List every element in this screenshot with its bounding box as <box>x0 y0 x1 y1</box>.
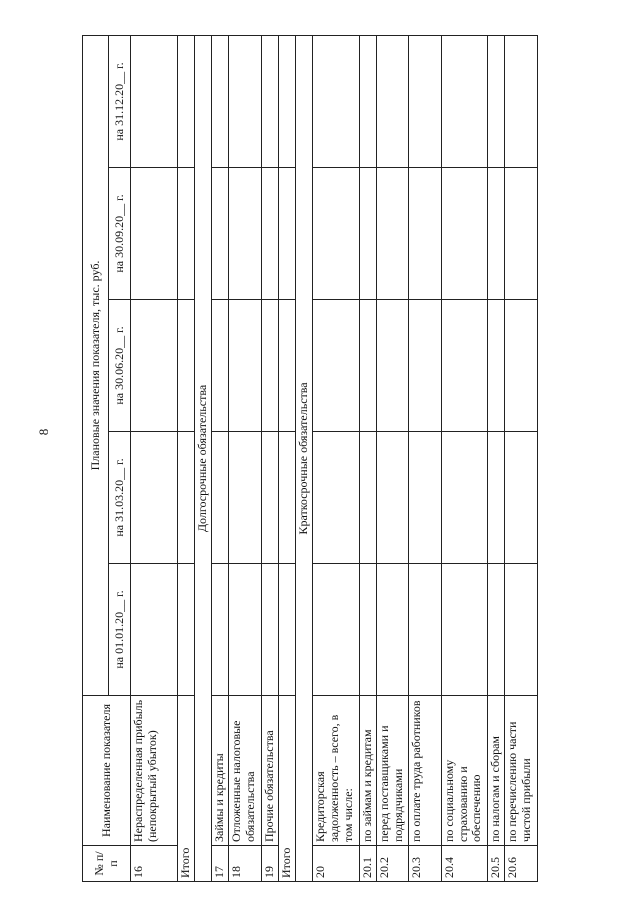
row-cell <box>131 35 178 167</box>
header-date-5: на 31.12.20__ г. <box>109 35 131 167</box>
row-cell <box>278 168 295 300</box>
row-cell <box>409 300 441 432</box>
row-cell <box>177 432 194 564</box>
row-cell <box>376 168 408 300</box>
section-title: Долгосрочные обязательства <box>194 35 211 881</box>
row-cell <box>131 300 178 432</box>
row-no: 19 <box>261 846 278 882</box>
row-cell <box>211 168 228 300</box>
row-cell <box>177 564 194 696</box>
header-date-1: на 01.01.20__ г. <box>109 564 131 696</box>
table-row <box>441 35 488 881</box>
section-title: Краткосрочные обязательства <box>295 35 312 881</box>
row-name: Займы и кредиты <box>211 696 228 846</box>
row-cell <box>229 35 261 167</box>
row-no: 20 <box>313 846 360 882</box>
total-label: Итого <box>278 696 295 882</box>
row-cell <box>278 432 295 564</box>
row-cell <box>505 564 538 696</box>
row-cell <box>177 300 194 432</box>
row-cell <box>211 432 228 564</box>
table-row <box>229 35 261 881</box>
table-row <box>409 35 441 881</box>
row-cell <box>211 564 228 696</box>
row-cell <box>313 35 360 167</box>
row-cell <box>359 168 376 300</box>
row-name: перед поставщиками и подрядчиками <box>376 696 408 846</box>
row-cell <box>131 564 178 696</box>
row-cell <box>441 168 488 300</box>
row-cell <box>409 432 441 564</box>
table-row <box>313 35 360 881</box>
row-cell <box>376 432 408 564</box>
row-name: Отложенные налоговые обязательства <box>229 696 261 846</box>
row-no: 16 <box>131 846 178 882</box>
row-cell <box>409 35 441 167</box>
row-cell <box>441 300 488 432</box>
row-cell <box>261 432 278 564</box>
row-no: 20.4 <box>441 846 488 882</box>
row-cell <box>278 300 295 432</box>
row-name: Кредиторская задолженность – всего, в том числе: <box>313 696 360 846</box>
row-cell <box>505 432 538 564</box>
row-cell <box>505 300 538 432</box>
row-name: по оплате труда работников <box>409 696 441 846</box>
row-cell <box>177 168 194 300</box>
row-cell <box>409 564 441 696</box>
row-cell <box>488 300 505 432</box>
row-cell <box>261 35 278 167</box>
row-cell <box>313 300 360 432</box>
row-cell <box>376 564 408 696</box>
row-name: Прочие обязательства <box>261 696 278 846</box>
row-cell <box>505 168 538 300</box>
row-cell <box>131 432 178 564</box>
row-cell <box>488 564 505 696</box>
row-cell <box>229 432 261 564</box>
row-no: 20.2 <box>376 846 408 882</box>
row-cell <box>359 432 376 564</box>
row-no: 20.1 <box>359 846 376 882</box>
table-row <box>505 35 538 881</box>
row-cell <box>359 300 376 432</box>
row-cell <box>313 432 360 564</box>
row-cell <box>441 564 488 696</box>
row-cell <box>488 168 505 300</box>
rotated-table-wrapper <box>82 36 538 882</box>
row-cell <box>409 168 441 300</box>
section-row <box>295 35 312 881</box>
row-name: Нераспределенная прибыль (непокрытый убыток) <box>131 696 178 846</box>
row-cell <box>278 35 295 167</box>
row-name: по налогам и сборам <box>488 696 505 846</box>
row-cell <box>261 168 278 300</box>
row-no: 17 <box>211 846 228 882</box>
row-cell <box>376 35 408 167</box>
row-cell <box>313 564 360 696</box>
page-number: 8 <box>36 428 51 436</box>
table-row-total <box>278 35 295 881</box>
table-row <box>131 35 178 881</box>
row-no: 20.5 <box>488 846 505 882</box>
row-cell <box>441 35 488 167</box>
row-cell <box>211 35 228 167</box>
header-name: Наименование показателя <box>83 696 131 846</box>
row-no: 18 <box>229 846 261 882</box>
table-row <box>359 35 376 881</box>
header-no: № п/п <box>83 846 131 882</box>
row-cell <box>229 300 261 432</box>
table-row <box>376 35 408 881</box>
table-row <box>211 35 228 881</box>
row-cell <box>211 300 228 432</box>
row-name: по перечислению части чистой прибыли <box>505 696 538 846</box>
table-row <box>261 35 278 881</box>
row-cell <box>261 300 278 432</box>
section-row <box>194 35 211 881</box>
total-label: Итого <box>177 696 194 882</box>
row-cell <box>229 168 261 300</box>
row-name: по социальному страхованию и обеспечению <box>441 696 488 846</box>
header-date-3: на 30.06.20__ г. <box>109 300 131 432</box>
row-cell <box>261 564 278 696</box>
row-cell <box>441 432 488 564</box>
plan-indicators-table <box>82 35 538 882</box>
row-no: 20.3 <box>409 846 441 882</box>
table-row-total <box>177 35 194 881</box>
header-date-2: на 31.03.20__ г. <box>109 432 131 564</box>
row-cell <box>359 35 376 167</box>
row-cell <box>131 168 178 300</box>
row-cell <box>359 564 376 696</box>
table-row <box>488 35 505 881</box>
row-cell <box>229 564 261 696</box>
header-group: Плановые значения показателя, тыс. руб. <box>83 35 109 695</box>
row-cell <box>376 300 408 432</box>
header-date-4: на 30.09.20__ г. <box>109 168 131 300</box>
row-cell <box>278 564 295 696</box>
row-cell <box>505 35 538 167</box>
row-cell <box>177 35 194 167</box>
row-name: по займам и кредитам <box>359 696 376 846</box>
row-cell <box>488 432 505 564</box>
row-no: 20.6 <box>505 846 538 882</box>
row-cell <box>313 168 360 300</box>
row-cell <box>488 35 505 167</box>
